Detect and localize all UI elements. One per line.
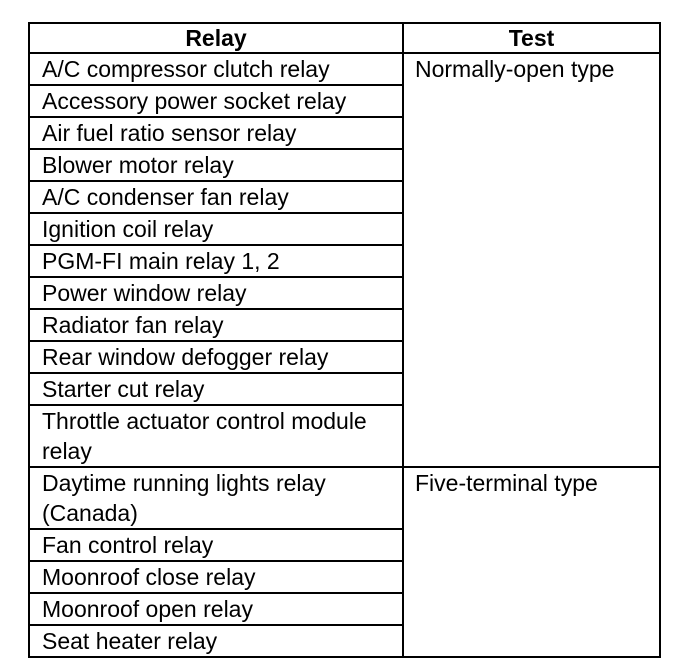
relay-name-cell: Blower motor relay xyxy=(29,149,403,181)
table-row xyxy=(29,53,660,85)
relay-name-cell: Seat heater relay xyxy=(29,625,403,657)
test-column-header: Test xyxy=(403,23,660,53)
table-header-row xyxy=(29,23,660,53)
relay-name-cell: Ignition coil relay xyxy=(29,213,403,245)
relay-name-cell: Daytime running lights relay (Canada) xyxy=(29,467,403,529)
relay-name-cell: Starter cut relay xyxy=(29,373,403,405)
relay-name-cell: Moonroof open relay xyxy=(29,593,403,625)
relay-name-cell: Accessory power socket relay xyxy=(29,85,403,117)
table-row xyxy=(29,467,660,529)
relay-name-cell: PGM-FI main relay 1, 2 xyxy=(29,245,403,277)
relay-name-cell: Rear window defogger relay xyxy=(29,341,403,373)
relay-column-header: Relay xyxy=(29,23,403,53)
relay-name-cell: A/C condenser fan relay xyxy=(29,181,403,213)
test-type-cell: Normally-open type xyxy=(403,53,660,467)
test-type-cell: Five-terminal type xyxy=(403,467,660,657)
relay-name-cell: Moonroof close relay xyxy=(29,561,403,593)
relay-name-cell: Power window relay xyxy=(29,277,403,309)
relay-name-cell: Air fuel ratio sensor relay xyxy=(29,117,403,149)
relay-name-cell: A/C compressor clutch relay xyxy=(29,53,403,85)
relay-name-cell: Throttle actuator control module relay xyxy=(29,405,403,467)
table-body xyxy=(29,53,660,657)
relay-name-cell: Radiator fan relay xyxy=(29,309,403,341)
relay-name-cell: Fan control relay xyxy=(29,529,403,561)
relay-test-table xyxy=(28,22,661,658)
